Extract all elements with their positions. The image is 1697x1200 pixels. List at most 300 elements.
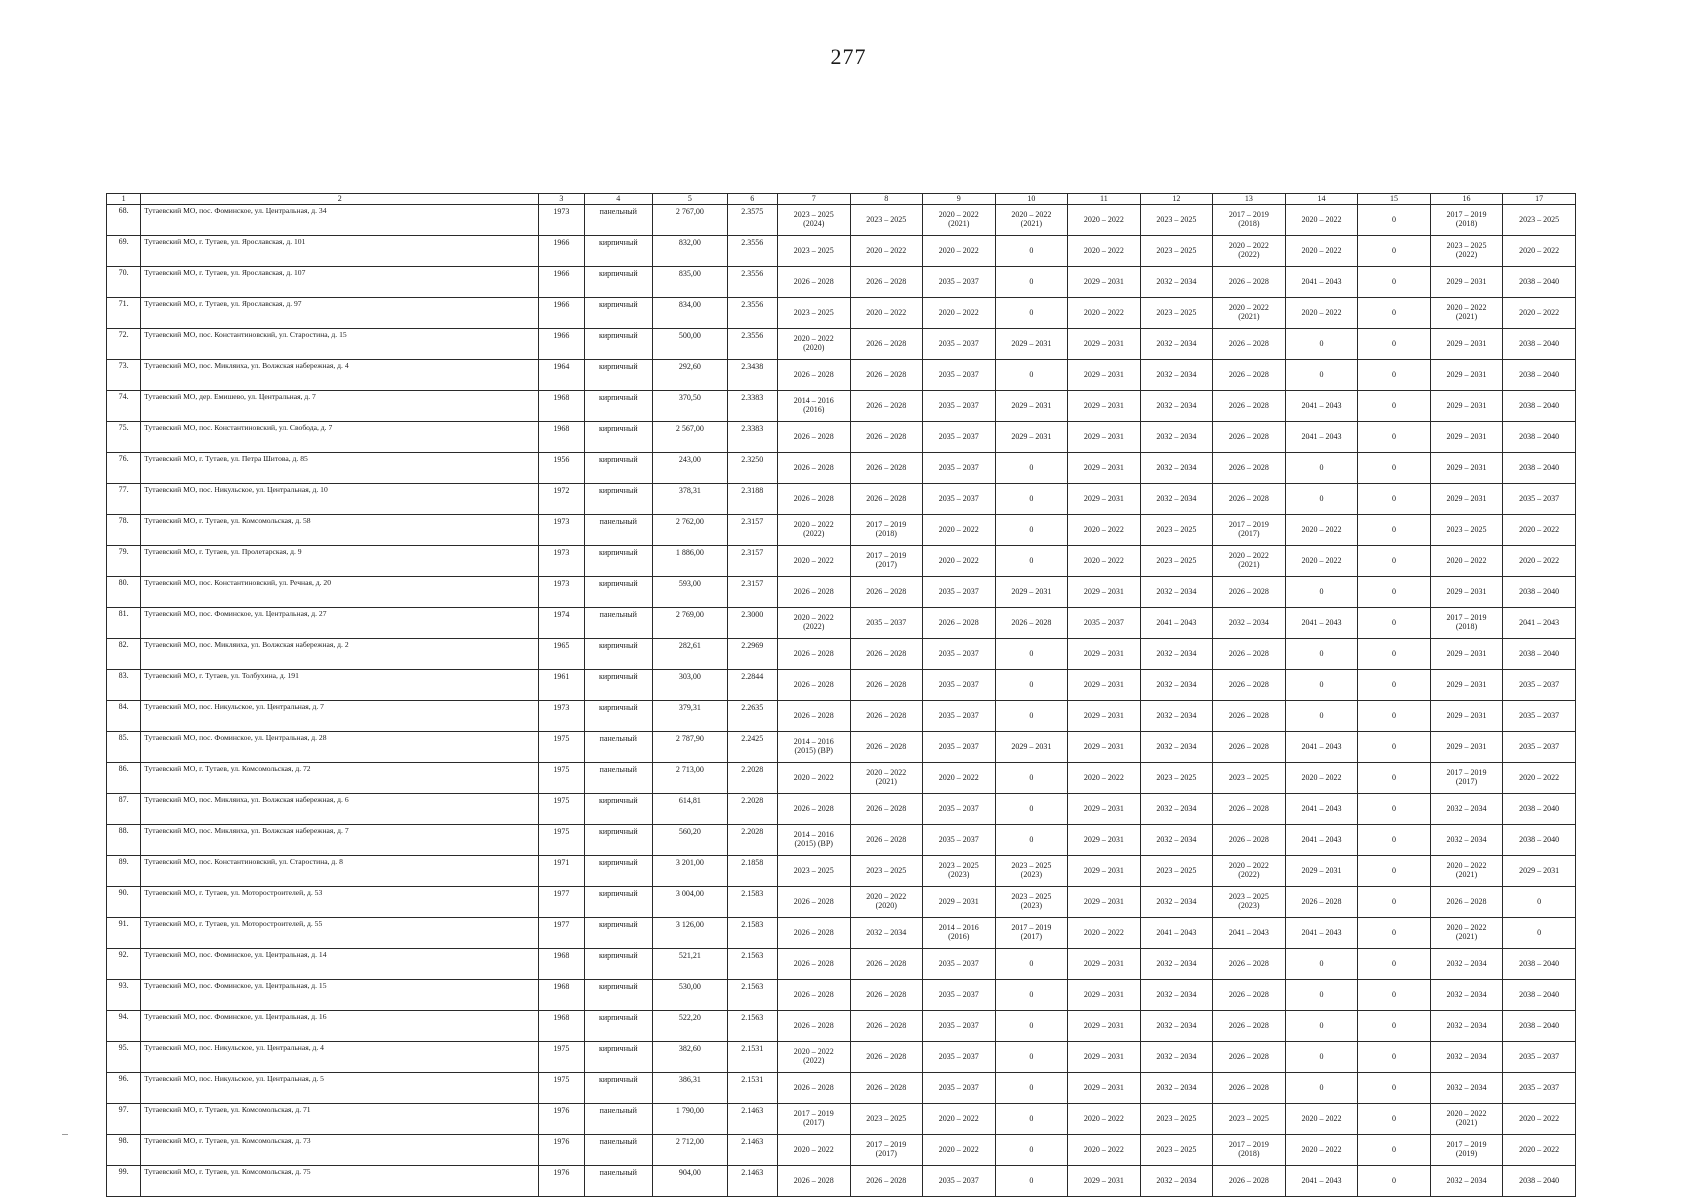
cell-text: 2029 – 2031 — [1083, 958, 1124, 968]
row-number-cell — [107, 887, 141, 918]
table-cell — [653, 825, 728, 856]
cell-text: 0 — [1391, 710, 1396, 720]
column-number-10: 10 — [995, 194, 1068, 205]
table-cell — [727, 205, 777, 236]
table-cell — [1285, 794, 1358, 825]
cell-text: 2029 – 2031 — [1446, 679, 1487, 689]
cell-text: 243,00 — [678, 455, 701, 464]
address-cell — [141, 887, 539, 918]
cell-text: 2035 – 2037 — [1519, 493, 1560, 503]
table-row — [107, 453, 1576, 484]
cell-text: 2020 – 2022 — [1301, 772, 1342, 782]
table-cell — [923, 267, 996, 298]
table-cell — [850, 236, 923, 267]
cell-text: 2.1463 — [741, 1106, 764, 1115]
page-number: 277 — [830, 44, 867, 69]
cell-text: 2029 – 2031 — [938, 896, 979, 906]
table-cell — [1140, 298, 1213, 329]
cell-text: 2023 – 2025 — [866, 1113, 907, 1123]
table-cell — [850, 1166, 923, 1197]
cell-text: 2.1583 — [741, 889, 764, 898]
table-cell — [1503, 577, 1576, 608]
table-cell — [1213, 1042, 1286, 1073]
cell-text: 2035 – 2037 — [938, 586, 979, 596]
table-cell — [1213, 887, 1286, 918]
cell-text: 0 — [1029, 1113, 1034, 1123]
cell-text: 2029 – 2031 — [1083, 1175, 1124, 1185]
cell-text: 2029 – 2031 — [1446, 741, 1487, 751]
table-cell — [727, 515, 777, 546]
table-cell — [923, 980, 996, 1011]
cell-text: 2035 – 2037 — [1519, 741, 1560, 751]
table-cell — [850, 608, 923, 639]
column-number-8: 8 — [850, 194, 923, 205]
cell-text: 2026 – 2028 — [793, 1175, 834, 1185]
cell-text: 2026 – 2028 — [1228, 648, 1269, 658]
table-cell — [1068, 608, 1141, 639]
cell-text: панельный — [599, 734, 637, 743]
column-number-17: 17 — [1503, 194, 1576, 205]
table-cell — [850, 329, 923, 360]
table-cell — [1213, 1073, 1286, 1104]
cell-text: 2023 – 2025 (2023) — [1011, 861, 1052, 879]
table-cell — [1068, 484, 1141, 515]
table-cell — [1430, 484, 1503, 515]
cell-text: панельный — [599, 517, 637, 526]
table-cell — [1503, 1166, 1576, 1197]
table-cell — [653, 701, 728, 732]
cell-text: 1966 — [553, 300, 570, 309]
cell-text: 2032 – 2034 — [1156, 338, 1197, 348]
cell-text: кирпичный — [598, 579, 638, 588]
cell-text: 2035 – 2037 — [938, 989, 979, 999]
cell-text: Тутаевский МО, г. Тутаев, ул. Петра Шитова, д. 85 — [144, 454, 308, 463]
table-cell — [1140, 763, 1213, 794]
table-cell — [1285, 391, 1358, 422]
cell-text: 2035 – 2037 — [938, 400, 979, 410]
table-cell — [584, 236, 653, 267]
cell-text: кирпичный — [598, 827, 638, 836]
cell-text: 0 — [1391, 772, 1396, 782]
table-cell — [653, 794, 728, 825]
cell-text: 2.1563 — [741, 982, 764, 991]
cell-text: 71. — [118, 299, 129, 308]
cell-text: 2029 – 2031 — [1083, 896, 1124, 906]
cell-text: 2026 – 2028 — [1228, 1020, 1269, 1030]
cell-text: 835,00 — [678, 269, 701, 278]
table-cell — [1503, 1104, 1576, 1135]
table-cell — [727, 1104, 777, 1135]
cell-text: кирпичный — [598, 858, 638, 867]
table-cell — [1068, 1166, 1141, 1197]
cell-text: 2032 – 2034 — [1446, 834, 1487, 844]
cell-text: 0 — [1029, 245, 1034, 255]
cell-text: 2014 – 2016 (2016) — [938, 923, 979, 941]
cell-text: 2026 – 2028 — [1228, 1051, 1269, 1061]
table-row — [107, 546, 1576, 577]
table-cell — [539, 763, 584, 794]
table-cell — [1068, 701, 1141, 732]
table-cell — [1068, 732, 1141, 763]
address-cell — [141, 825, 539, 856]
cell-text: 2038 – 2040 — [1519, 1175, 1560, 1185]
table-cell — [1358, 1166, 1431, 1197]
table-row — [107, 1104, 1576, 1135]
cell-text: панельный — [599, 610, 637, 619]
table-cell — [653, 670, 728, 701]
cell-text: 0 — [1029, 524, 1034, 534]
table-cell — [1285, 887, 1358, 918]
table-cell — [539, 484, 584, 515]
cell-text: 2023 – 2025 — [793, 245, 834, 255]
cell-text: 2026 – 2028 — [1301, 896, 1342, 906]
cell-text: 0 — [1319, 679, 1324, 689]
cell-text: 2020 – 2022 (2022) — [793, 613, 834, 631]
cell-text: 1968 — [553, 424, 570, 433]
cell-text: 2032 – 2034 — [1446, 958, 1487, 968]
cell-text: 2026 – 2028 — [793, 679, 834, 689]
cell-text: 82. — [118, 640, 129, 649]
table-cell — [777, 794, 850, 825]
cell-text: 2032 – 2034 — [1156, 493, 1197, 503]
cell-text: 84. — [118, 702, 129, 711]
table-cell — [995, 949, 1068, 980]
column-number-header-row — [107, 194, 1576, 205]
table-cell — [1430, 1011, 1503, 1042]
cell-text: 2020 – 2022 — [938, 555, 979, 565]
table-cell — [1358, 763, 1431, 794]
cell-text: 2020 – 2022 (2021) — [1446, 861, 1487, 879]
table-cell — [1213, 1104, 1286, 1135]
cell-text: 2.1858 — [741, 858, 764, 867]
cell-text: 2026 – 2028 — [793, 927, 834, 937]
cell-text: 2017 – 2019 (2017) — [866, 1140, 907, 1158]
table-cell — [1358, 856, 1431, 887]
cell-text: 2020 – 2022 (2022) — [1228, 241, 1269, 259]
cell-text: 0 — [1319, 1051, 1324, 1061]
cell-text: 2029 – 2031 — [1083, 462, 1124, 472]
table-cell — [923, 1166, 996, 1197]
cell-text: 2041 – 2043 — [1301, 431, 1342, 441]
cell-text: 2.3556 — [741, 238, 764, 247]
table-cell — [1213, 329, 1286, 360]
address-cell — [141, 1042, 539, 1073]
table-row — [107, 918, 1576, 949]
table-cell — [653, 391, 728, 422]
column-number-13: 13 — [1213, 194, 1286, 205]
table-cell — [1140, 453, 1213, 484]
table-cell — [1068, 949, 1141, 980]
address-cell — [141, 391, 539, 422]
table-cell — [995, 825, 1068, 856]
cell-text: 2 762,00 — [675, 517, 704, 526]
table-cell — [850, 577, 923, 608]
table-cell — [727, 608, 777, 639]
cell-text: 0 — [1391, 214, 1396, 224]
row-number-cell — [107, 1135, 141, 1166]
table-cell — [923, 949, 996, 980]
table-row — [107, 236, 1576, 267]
cell-text: 560,20 — [678, 827, 701, 836]
table-cell — [653, 1011, 728, 1042]
table-cell — [653, 856, 728, 887]
cell-text: 2029 – 2031 — [1083, 493, 1124, 503]
cell-text: Тутаевский МО, г. Тутаев, ул. Ярославская, д. 101 — [144, 237, 306, 246]
cell-text: 2035 – 2037 — [938, 679, 979, 689]
table-cell — [1503, 1135, 1576, 1166]
table-cell — [850, 1104, 923, 1135]
table-cell — [1213, 794, 1286, 825]
cell-text: 0 — [1029, 679, 1034, 689]
table-cell — [727, 639, 777, 670]
row-number-cell — [107, 1073, 141, 1104]
table-cell — [1285, 267, 1358, 298]
cell-text: 2.3556 — [741, 269, 764, 278]
cell-text: 2026 – 2028 — [1228, 586, 1269, 596]
table-cell — [1358, 670, 1431, 701]
row-number-cell — [107, 422, 141, 453]
table-cell — [850, 670, 923, 701]
table-row — [107, 1011, 1576, 1042]
cell-text: 2020 – 2022 (2021) — [1446, 923, 1487, 941]
table-cell — [850, 453, 923, 484]
cell-text: кирпичный — [598, 982, 638, 991]
cell-text: кирпичный — [598, 548, 638, 557]
table-cell — [653, 1073, 728, 1104]
address-cell — [141, 639, 539, 670]
cell-text: 1964 — [553, 362, 570, 371]
cell-text: 91. — [118, 919, 129, 928]
table-cell — [1068, 1011, 1141, 1042]
cell-text: 2026 – 2028 — [793, 276, 834, 286]
table-cell — [1140, 1104, 1213, 1135]
table-cell — [1430, 515, 1503, 546]
cell-text: 2029 – 2031 — [1011, 338, 1052, 348]
table-cell — [653, 980, 728, 1011]
row-number-cell — [107, 701, 141, 732]
table-cell — [777, 1042, 850, 1073]
cell-text: 2035 – 2037 — [1519, 1082, 1560, 1092]
cell-text: 2020 – 2022 — [1083, 524, 1124, 534]
table-cell — [923, 484, 996, 515]
cell-text: Тутаевский МО, пос. Фоминское, ул. Центральная, д. 15 — [144, 981, 327, 990]
cell-text: 2026 – 2028 — [866, 1051, 907, 1061]
row-number-cell — [107, 825, 141, 856]
table-cell — [653, 422, 728, 453]
cell-text: 2029 – 2031 — [1083, 276, 1124, 286]
table-cell — [1285, 980, 1358, 1011]
cell-text: 2017 – 2019 (2019) — [1446, 1140, 1487, 1158]
table-cell — [1285, 639, 1358, 670]
table-cell — [1503, 763, 1576, 794]
table-cell — [923, 701, 996, 732]
cell-text: кирпичный — [598, 703, 638, 712]
cell-text: 2029 – 2031 — [1446, 431, 1487, 441]
cell-text: 2029 – 2031 — [1083, 1051, 1124, 1061]
cell-text: 2023 – 2025 — [1156, 1113, 1197, 1123]
table-cell — [777, 360, 850, 391]
table-cell — [584, 763, 653, 794]
table-cell — [850, 639, 923, 670]
table-cell — [653, 1166, 728, 1197]
cell-text: 2.1563 — [741, 951, 764, 960]
cell-text: 2032 – 2034 — [1446, 1020, 1487, 1030]
table-cell — [923, 794, 996, 825]
cell-text: 2038 – 2040 — [1519, 369, 1560, 379]
address-cell — [141, 484, 539, 515]
cell-text: 2032 – 2034 — [1446, 1051, 1487, 1061]
cell-text: 2.1563 — [741, 1013, 764, 1022]
address-cell — [141, 1073, 539, 1104]
table-cell — [539, 608, 584, 639]
table-cell — [1140, 670, 1213, 701]
cell-text: 2029 – 2031 — [1083, 710, 1124, 720]
cell-text: Тутаевский МО, пос. Никульское, ул. Центральная, д. 7 — [144, 702, 324, 711]
cell-text: 89. — [118, 857, 129, 866]
cell-text: 2041 – 2043 — [1301, 617, 1342, 627]
cell-text: 2026 – 2028 — [1228, 1175, 1269, 1185]
cell-text: 2023 – 2025 — [866, 865, 907, 875]
row-number-cell — [107, 732, 141, 763]
table-cell — [727, 1011, 777, 1042]
cell-text: 0 — [1319, 710, 1324, 720]
cell-text: 69. — [118, 237, 129, 246]
cell-text: 2026 – 2028 — [866, 338, 907, 348]
table-cell — [584, 1166, 653, 1197]
table-cell — [653, 887, 728, 918]
table-cell — [1358, 949, 1431, 980]
cell-text: 1977 — [553, 920, 570, 929]
table-row — [107, 856, 1576, 887]
cell-text: 2041 – 2043 — [1156, 617, 1197, 627]
table-cell — [1285, 422, 1358, 453]
cell-text: 2026 – 2028 — [1228, 958, 1269, 968]
cell-text: 2029 – 2031 — [1083, 400, 1124, 410]
table-cell — [1140, 608, 1213, 639]
table-cell — [1358, 453, 1431, 484]
table-row — [107, 701, 1576, 732]
cell-text: Тутаевский МО, г. Тутаев, ул. Комсомольская, д. 73 — [144, 1136, 311, 1145]
table-cell — [727, 825, 777, 856]
table-cell — [995, 1166, 1068, 1197]
table-cell — [1358, 980, 1431, 1011]
cell-text: Тутаевский МО, дер. Емишево, ул. Центральная, д. 7 — [144, 392, 316, 401]
cell-text: 2.1463 — [741, 1168, 764, 1177]
address-cell — [141, 670, 539, 701]
table-cell — [727, 1073, 777, 1104]
cell-text: 1966 — [553, 269, 570, 278]
table-cell — [1430, 763, 1503, 794]
cell-text: 2 712,00 — [675, 1137, 704, 1146]
table-cell — [1358, 794, 1431, 825]
cell-text: 2032 – 2034 — [1156, 1082, 1197, 1092]
cell-text: 2026 – 2028 — [866, 958, 907, 968]
table-cell — [1213, 949, 1286, 980]
table-cell — [653, 236, 728, 267]
table-cell — [1068, 360, 1141, 391]
cell-text: 2029 – 2031 — [1446, 648, 1487, 658]
cell-text: 2038 – 2040 — [1519, 462, 1560, 472]
cell-text: Тутаевский МО, г. Тутаев, ул. Толбухина, д. 191 — [144, 671, 299, 680]
table-cell — [777, 453, 850, 484]
cell-text: Тутаевский МО, г. Тутаев, ул. Комсомольская, д. 58 — [144, 516, 311, 525]
table-cell — [995, 484, 1068, 515]
table-cell — [653, 949, 728, 980]
cell-text: 2020 – 2022 — [1301, 1144, 1342, 1154]
table-cell — [1068, 825, 1141, 856]
table-cell — [1430, 1166, 1503, 1197]
table-cell — [777, 267, 850, 298]
table-cell — [923, 856, 996, 887]
cell-text: 2038 – 2040 — [1519, 1020, 1560, 1030]
table-cell — [850, 980, 923, 1011]
table-cell — [1285, 701, 1358, 732]
cell-text: 2023 – 2025 — [1228, 1113, 1269, 1123]
cell-text: 2026 – 2028 — [793, 462, 834, 472]
table-cell — [850, 205, 923, 236]
table-cell — [1358, 825, 1431, 856]
address-cell — [141, 577, 539, 608]
cell-text: 2023 – 2025 — [793, 865, 834, 875]
cell-text: 2.3383 — [741, 424, 764, 433]
table-cell — [995, 639, 1068, 670]
address-cell — [141, 205, 539, 236]
cell-text: 2029 – 2031 — [1446, 369, 1487, 379]
table-cell — [539, 918, 584, 949]
cell-text: Тутаевский МО, пос. Фоминское, ул. Центральная, д. 34 — [144, 206, 327, 215]
table-row — [107, 887, 1576, 918]
cell-text: 614,81 — [678, 796, 701, 805]
cell-text: 2026 – 2028 — [793, 989, 834, 999]
cell-text: 2023 – 2025 — [1156, 772, 1197, 782]
cell-text: 2020 – 2022 — [1519, 1113, 1560, 1123]
address-cell — [141, 422, 539, 453]
table-cell — [584, 515, 653, 546]
cell-text: 2029 – 2031 — [1446, 276, 1487, 286]
table-cell — [727, 980, 777, 1011]
cell-text: 2026 – 2028 — [1228, 1082, 1269, 1092]
table-cell — [1140, 825, 1213, 856]
cell-text: 382,60 — [678, 1044, 701, 1053]
table-cell — [539, 825, 584, 856]
table-cell — [777, 1073, 850, 1104]
table-cell — [1430, 453, 1503, 484]
cell-text: 2032 – 2034 — [1156, 369, 1197, 379]
table-cell — [653, 918, 728, 949]
cell-text: кирпичный — [598, 362, 638, 371]
row-number-cell — [107, 453, 141, 484]
row-number-cell — [107, 360, 141, 391]
cell-text: 2038 – 2040 — [1519, 648, 1560, 658]
table-cell — [777, 236, 850, 267]
cell-text: 2038 – 2040 — [1519, 276, 1560, 286]
table-cell — [777, 608, 850, 639]
table-cell — [1285, 608, 1358, 639]
table-cell — [539, 1042, 584, 1073]
cell-text: 2.1531 — [741, 1044, 764, 1053]
cell-text: 2041 – 2043 — [1301, 1175, 1342, 1185]
table-cell — [923, 639, 996, 670]
table-cell — [923, 360, 996, 391]
row-number-cell — [107, 1104, 141, 1135]
table-cell — [1430, 298, 1503, 329]
cell-text: 1975 — [553, 734, 570, 743]
cell-text: 2035 – 2037 — [1519, 1051, 1560, 1061]
cell-text: 2032 – 2034 — [1156, 648, 1197, 658]
cell-text: 2020 – 2022 (2021) — [866, 768, 907, 786]
cell-text: 2020 – 2022 (2021) — [1446, 303, 1487, 321]
table-cell — [539, 267, 584, 298]
